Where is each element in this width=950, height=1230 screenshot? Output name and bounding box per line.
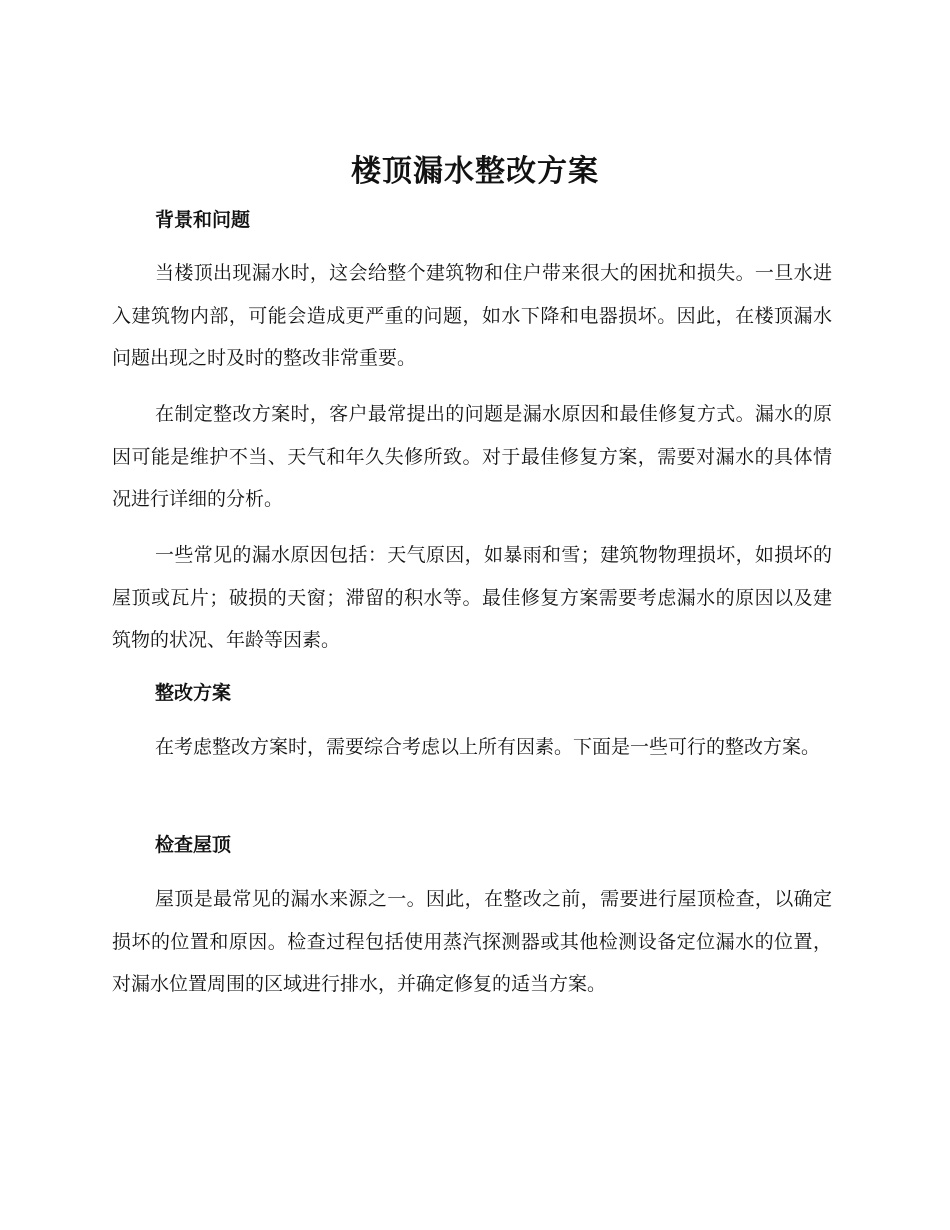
- paragraph-rectification-plan-1: 在考虑整改方案时，需要综合考虑以上所有因素。下面是一些可行的整改方案。: [155, 736, 821, 758]
- paragraph-inspect-roof-1: 屋顶是最常见的漏水来源之一。因此，在整改之前，需要进行屋顶检查，以确定损坏的位置和原因。检查过程包括使用蒸汽探测器或其他检测设备定位漏水的位置，对漏水位置周围的区域进行排水，并确定修复的适当方案。: [112, 888, 832, 995]
- document-title: 楼顶漏水整改方案: [351, 154, 599, 189]
- section-heading-background: 背景和问题: [155, 209, 251, 231]
- paragraph-background-2: 在制定整改方案时，客户最常提出的问题是漏水原因和最佳修复方式。漏水的原因可能是维护不当、天气和年久失修所致。对于最佳修复方案，需要对漏水的具体情况进行详细的分析。: [112, 403, 832, 510]
- paragraph-background-3: 一些常见的漏水原因包括：天气原因，如暴雨和雪；建筑物物理损坏，如损坏的屋顶或瓦片；破损的天窗；滞留的积水等。最佳修复方案需要考虑漏水的原因以及建筑物的状况、年龄等因素。: [112, 544, 832, 651]
- section-heading-rectification-plan: 整改方案: [155, 682, 232, 704]
- paragraph-background-1: 当楼顶出现漏水时，这会给整个建筑物和住户带来很大的困扰和损失。一旦水进入建筑物内部，可能会造成更严重的问题，如水下降和电器损坏。因此，在楼顶漏水问题出现之时及时的整改非常重要。: [112, 262, 832, 369]
- section-heading-inspect-roof: 检查屋顶: [155, 834, 232, 856]
